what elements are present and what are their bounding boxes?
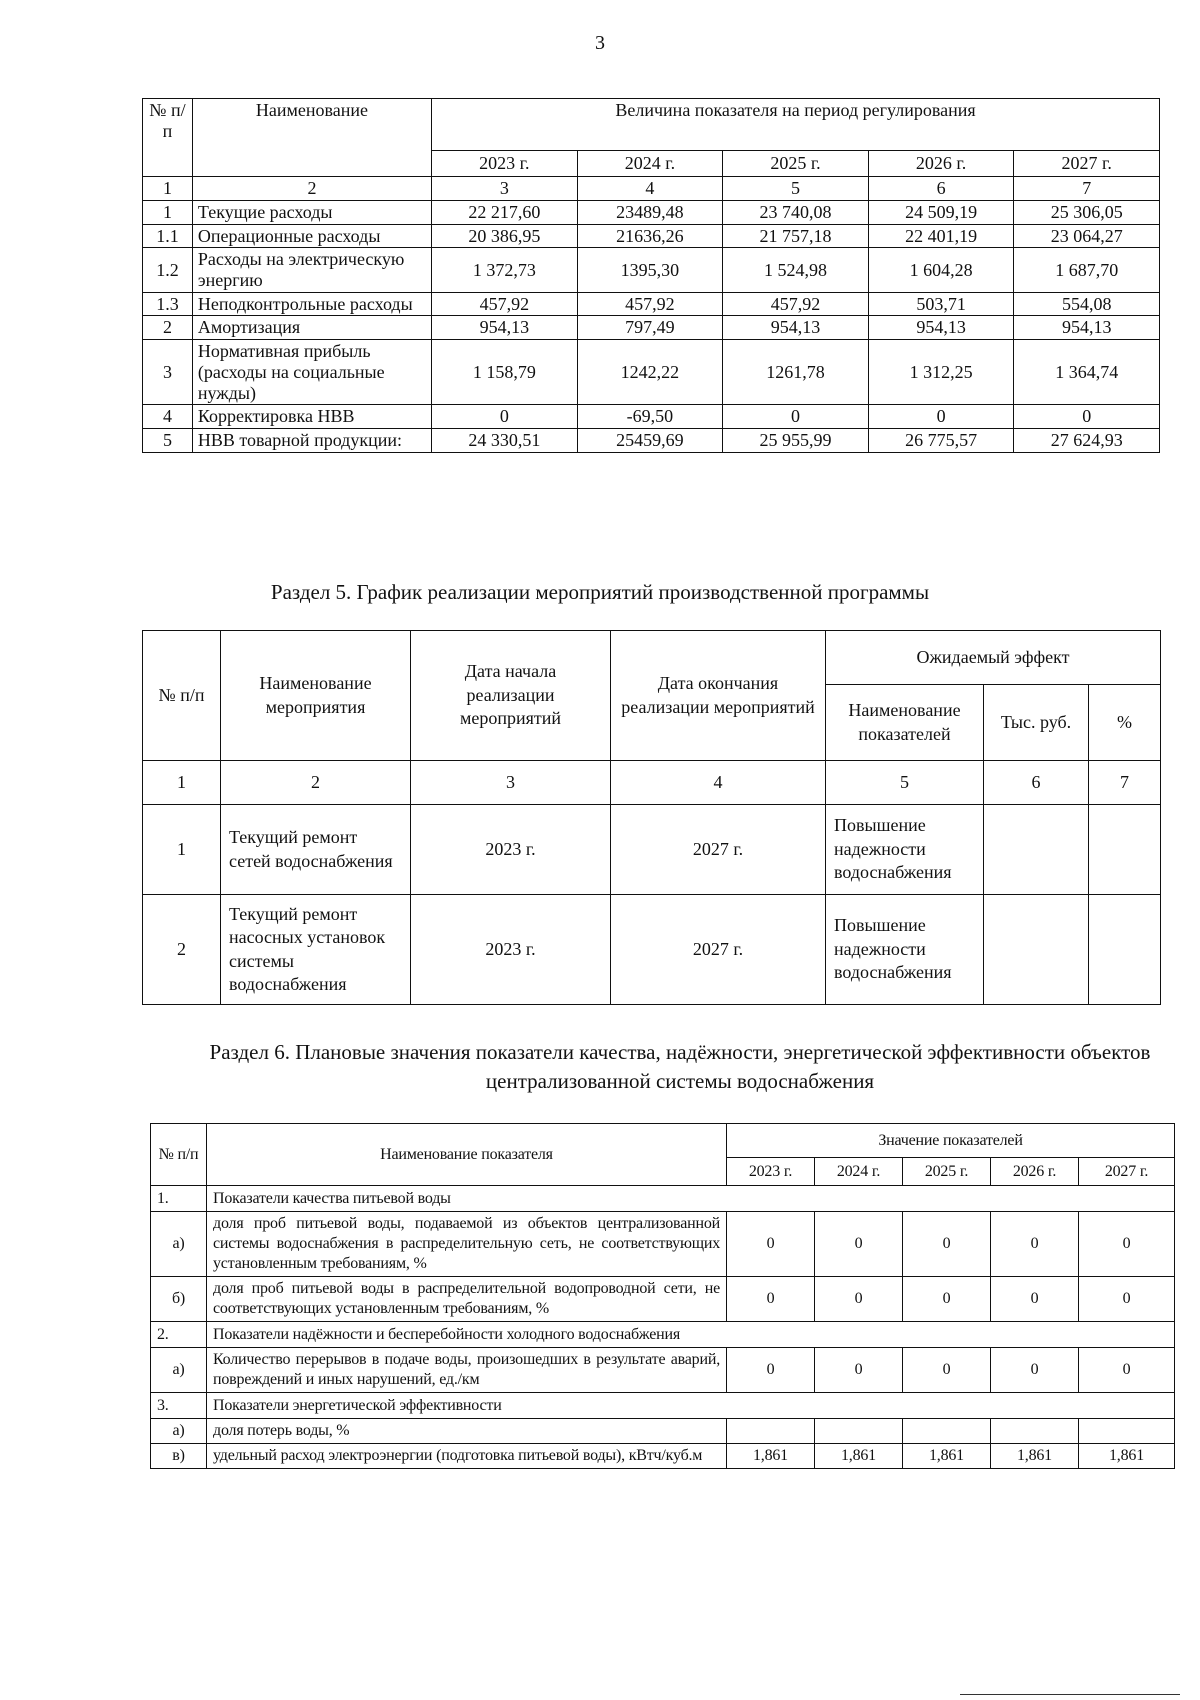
row-value: 1,861: [903, 1444, 991, 1469]
row-number: в): [151, 1444, 207, 1469]
row-number: 5: [143, 428, 193, 452]
group-number: 2.: [151, 1322, 207, 1348]
column-number: 3: [411, 761, 611, 805]
group-row: [151, 1322, 1175, 1348]
year-header: 2026 г.: [868, 151, 1014, 177]
activity-name: Текущий ремонт насосных установок системы водоснабжения: [221, 895, 411, 1005]
row-name: Нормативная прибыль (расходы на социальные нужды): [192, 340, 431, 405]
header-num: № п/п: [143, 99, 193, 177]
row-number: б): [151, 1277, 207, 1322]
header-activity-name: Наименование мероприятия: [221, 631, 411, 761]
row-value: 23 064,27: [1014, 224, 1160, 248]
row-value: 0: [727, 1277, 815, 1322]
table-row: [143, 805, 1161, 895]
activities-schedule-table: [142, 630, 1161, 1005]
row-value: 457,92: [577, 292, 723, 316]
row-value: 0: [991, 1348, 1079, 1393]
row-number: 1.2: [143, 248, 193, 292]
row-number: а): [151, 1212, 207, 1277]
row-number: 1: [143, 805, 221, 895]
table-row: [143, 248, 1160, 292]
row-value: 1 524,98: [723, 248, 869, 292]
table-row: [143, 340, 1160, 405]
header-end-date: Дата окончания реализации мероприятий: [611, 631, 826, 761]
row-name: Неподконтрольные расходы: [192, 292, 431, 316]
table-row: [143, 201, 1160, 225]
row-value: 1,861: [815, 1444, 903, 1469]
column-number: 7: [1014, 177, 1160, 201]
row-value: 1242,22: [577, 340, 723, 405]
row-value: 0: [815, 1212, 903, 1277]
row-name: Корректировка НВВ: [192, 405, 431, 429]
row-name: Операционные расходы: [192, 224, 431, 248]
row-value: 0: [727, 1348, 815, 1393]
group-row: [151, 1186, 1175, 1212]
row-value: 25 306,05: [1014, 201, 1160, 225]
row-value: 22 217,60: [432, 201, 578, 225]
row-number: 2: [143, 895, 221, 1005]
table-row: [143, 895, 1161, 1005]
table-row: [143, 224, 1160, 248]
end-date: 2027 г.: [611, 895, 826, 1005]
row-value: 21 757,18: [723, 224, 869, 248]
row-value: 503,71: [868, 292, 1014, 316]
header-num: № п/п: [143, 631, 221, 761]
indicator-name: Повышение надежности водоснабжения: [826, 805, 984, 895]
column-number: 1: [143, 177, 193, 201]
row-value: 1 312,25: [868, 340, 1014, 405]
column-number: 4: [577, 177, 723, 201]
row-value: 23489,48: [577, 201, 723, 225]
row-value: 1395,30: [577, 248, 723, 292]
header-thousand-rub: Тыс. руб.: [984, 685, 1089, 761]
row-value: 1,861: [727, 1444, 815, 1469]
page-number: 3: [595, 32, 605, 54]
column-number: 4: [611, 761, 826, 805]
row-value: 0: [815, 1348, 903, 1393]
header-value: Значение показателей: [727, 1124, 1175, 1158]
row-value: 24 330,51: [432, 428, 578, 452]
row-value: 0: [991, 1277, 1079, 1322]
row-value: 1 604,28: [868, 248, 1014, 292]
row-name: Амортизация: [192, 316, 431, 340]
row-value: 554,08: [1014, 292, 1160, 316]
column-number: 6: [868, 177, 1014, 201]
row-value: 954,13: [1014, 316, 1160, 340]
row-value: 797,49: [577, 316, 723, 340]
indicator-name: удельный расход электроэнергии (подготовка питьевой воды), кВтч/куб.м: [207, 1444, 727, 1469]
row-number: а): [151, 1348, 207, 1393]
row-number: 1.1: [143, 224, 193, 248]
row-value: 26 775,57: [868, 428, 1014, 452]
row-value: 954,13: [432, 316, 578, 340]
row-value: 1 372,73: [432, 248, 578, 292]
table-row: [151, 1277, 1175, 1322]
indicator-name: Повышение надежности водоснабжения: [826, 895, 984, 1005]
end-date: 2027 г.: [611, 805, 826, 895]
row-value: 1,861: [1079, 1444, 1175, 1469]
row-name: Расходы на электрическую энергию: [192, 248, 431, 292]
indicator-name: доля потерь воды, %: [207, 1419, 727, 1444]
row-value: 23 740,08: [723, 201, 869, 225]
row-value: 1 158,79: [432, 340, 578, 405]
row-value: 24 509,19: [868, 201, 1014, 225]
group-name: Показатели надёжности и бесперебойности холодного водоснабжения: [207, 1322, 1175, 1348]
year-header: 2023 г.: [432, 151, 578, 177]
start-date: 2023 г.: [411, 895, 611, 1005]
row-value: [1079, 1419, 1175, 1444]
table-row: [143, 405, 1160, 429]
row-number: 2: [143, 316, 193, 340]
year-header: 2025 г.: [723, 151, 869, 177]
year-header: 2027 г.: [1079, 1158, 1175, 1186]
row-value: 1 687,70: [1014, 248, 1160, 292]
row-value: 954,13: [723, 316, 869, 340]
row-number: 1.3: [143, 292, 193, 316]
row-value: 457,92: [432, 292, 578, 316]
column-number: 7: [1089, 761, 1161, 805]
row-value: 1 364,74: [1014, 340, 1160, 405]
group-name: Показатели качества питьевой воды: [207, 1186, 1175, 1212]
header-start-date: Дата начала реализации мероприятий: [411, 631, 611, 761]
percent: [1089, 895, 1161, 1005]
column-number: 6: [984, 761, 1089, 805]
year-header: 2027 г.: [1014, 151, 1160, 177]
year-header: 2024 г.: [815, 1158, 903, 1186]
row-value: 21636,26: [577, 224, 723, 248]
row-value: [815, 1419, 903, 1444]
column-number: 5: [723, 177, 869, 201]
year-header: 2023 г.: [727, 1158, 815, 1186]
table-row: [143, 316, 1160, 340]
row-number: 4: [143, 405, 193, 429]
row-value: 0: [868, 405, 1014, 429]
activity-name: Текущий ремонт сетей водоснабжения: [221, 805, 411, 895]
row-value: 1261,78: [723, 340, 869, 405]
row-value: 25459,69: [577, 428, 723, 452]
row-value: -69,50: [577, 405, 723, 429]
header-value: Величина показателя на период регулирования: [432, 99, 1160, 151]
year-header: 2024 г.: [577, 151, 723, 177]
header-indicator-name: Наименование показателя: [207, 1124, 727, 1186]
header-name: Наименование: [192, 99, 431, 177]
thousand-rub: [984, 895, 1089, 1005]
column-number: 1: [143, 761, 221, 805]
thousand-rub: [984, 805, 1089, 895]
section-6-title: Раздел 6. Плановые значения показатели качества, надёжности, энергетической эффективности объектов централизованной системы водоснабжения: [209, 1040, 1151, 1094]
row-value: [991, 1419, 1079, 1444]
row-value: 22 401,19: [868, 224, 1014, 248]
row-value: 0: [432, 405, 578, 429]
row-value: 0: [1014, 405, 1160, 429]
column-number: 2: [221, 761, 411, 805]
indicator-name: доля проб питьевой воды в распределительной водопроводной сети, не соответствующих установленным требованиям, %: [207, 1277, 727, 1322]
row-value: 0: [1079, 1348, 1175, 1393]
row-value: 1,861: [991, 1444, 1079, 1469]
row-value: [903, 1419, 991, 1444]
percent: [1089, 805, 1161, 895]
row-number: а): [151, 1419, 207, 1444]
table-row: [151, 1419, 1175, 1444]
header-percent: %: [1089, 685, 1161, 761]
row-value: 0: [991, 1212, 1079, 1277]
row-value: 0: [723, 405, 869, 429]
row-number: 1: [143, 201, 193, 225]
group-number: 3.: [151, 1393, 207, 1419]
column-number: 2: [192, 177, 431, 201]
row-value: 0: [903, 1212, 991, 1277]
row-value: 25 955,99: [723, 428, 869, 452]
table-row: [151, 1348, 1175, 1393]
year-header: 2026 г.: [991, 1158, 1079, 1186]
regulation-indicators-table: [142, 98, 1160, 453]
row-value: 954,13: [868, 316, 1014, 340]
row-value: 0: [727, 1212, 815, 1277]
indicator-name: Количество перерывов в подаче воды, произошедших в результате аварий, повреждений и иных нарушений, ед./км: [207, 1348, 727, 1393]
planned-indicators-table: [150, 1123, 1175, 1469]
row-value: 0: [903, 1277, 991, 1322]
group-row: [151, 1393, 1175, 1419]
column-number: 3: [432, 177, 578, 201]
row-name: Текущие расходы: [192, 201, 431, 225]
indicator-name: доля проб питьевой воды, подаваемой из объектов централизованной системы водоснабжения в распределительную сеть, не соответствующих установленным требованиям, %: [207, 1212, 727, 1277]
column-number: 5: [826, 761, 984, 805]
row-value: [727, 1419, 815, 1444]
table-row: [143, 428, 1160, 452]
start-date: 2023 г.: [411, 805, 611, 895]
header-indicator-name: Наименование показателей: [826, 685, 984, 761]
row-name: НВВ товарной продукции:: [192, 428, 431, 452]
table-row: [151, 1212, 1175, 1277]
row-value: 0: [903, 1348, 991, 1393]
year-header: 2025 г.: [903, 1158, 991, 1186]
header-expected-effect: Ожидаемый эффект: [826, 631, 1161, 685]
section-5-title: Раздел 5. График реализации мероприятий производственной программы: [270, 580, 930, 604]
header-num: № п/п: [151, 1124, 207, 1186]
table-row: [151, 1444, 1175, 1469]
row-value: 27 624,93: [1014, 428, 1160, 452]
row-value: 0: [815, 1277, 903, 1322]
row-value: 0: [1079, 1212, 1175, 1277]
table-row: [143, 292, 1160, 316]
footer-rule: [960, 1694, 1180, 1695]
row-number: 3: [143, 340, 193, 405]
row-value: 457,92: [723, 292, 869, 316]
group-name: Показатели энергетической эффективности: [207, 1393, 1175, 1419]
row-value: 0: [1079, 1277, 1175, 1322]
group-number: 1.: [151, 1186, 207, 1212]
row-value: 20 386,95: [432, 224, 578, 248]
